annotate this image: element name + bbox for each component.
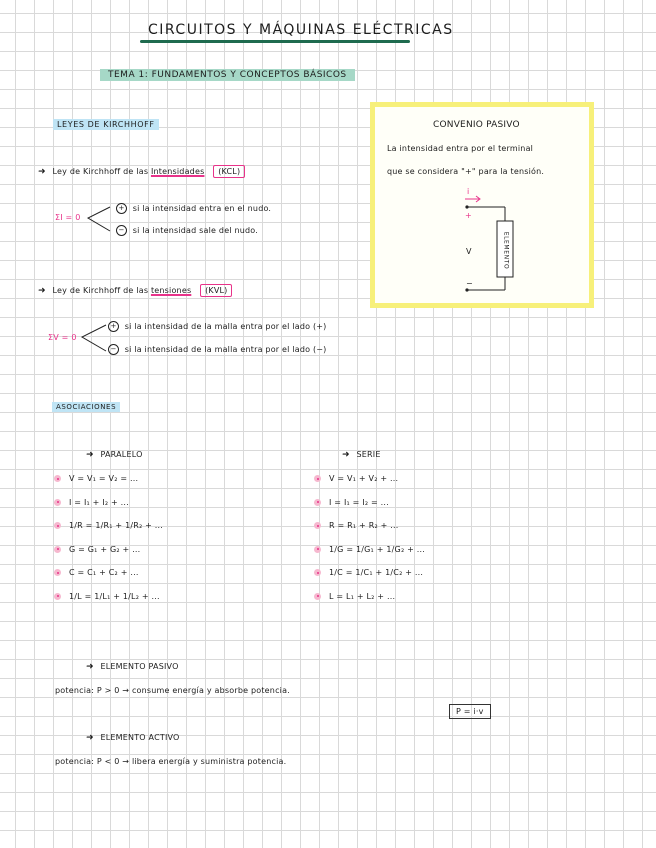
bullet-icon <box>54 522 61 529</box>
list-item-text: G = G₁ + G₂ + ... <box>69 544 141 554</box>
list-item <box>314 545 425 569</box>
plus-terminal-label: + <box>465 211 472 220</box>
kvl-law <box>38 286 232 296</box>
elemento-pasivo-text: potencia: P > 0 → consume energía y absorbe potencia. <box>55 686 290 695</box>
kcl-prefix: Ley de Kirchhoff de las <box>52 167 149 176</box>
kirchhoff-heading: LEYES DE KIRCHHOFF <box>53 119 159 130</box>
kvl-plus-line <box>108 321 327 332</box>
list-item-text: 1/G = 1/G₁ + 1/G₂ + ... <box>329 544 425 554</box>
convenio-line-2: que se considera "+" para la tensión. <box>387 167 545 176</box>
list-item <box>54 474 163 498</box>
minus-terminal-label: − <box>466 279 473 288</box>
elemento-activo-text: potencia: P < 0 → libera energía y suministra potencia. <box>55 757 287 766</box>
convenio-title: CONVENIO PASIVO <box>433 120 520 130</box>
kvl-formula: ΣV = 0 <box>48 333 77 342</box>
kcl-emph: Intensidades <box>150 167 205 176</box>
bullet-icon <box>314 499 321 506</box>
element-label: ELEMENTO <box>502 231 510 270</box>
kcl-plus-text: si la intensidad entra en el nudo. <box>132 204 272 213</box>
serie-title <box>342 450 381 460</box>
elemento-pasivo-title <box>86 662 179 672</box>
arrow-right-icon: ➜ <box>86 733 94 743</box>
elemento-activo-title <box>86 733 180 743</box>
kvl-brace <box>78 322 108 354</box>
list-item <box>54 498 163 522</box>
asociaciones-heading: ASOCIACIONES <box>52 402 120 412</box>
arrow-right-icon: ➜ <box>38 286 46 296</box>
serie-title-text: SERIE <box>356 450 381 459</box>
paralelo-title <box>86 450 143 460</box>
bullet-icon <box>54 475 61 482</box>
paralelo-title-text: PARALELO <box>100 450 143 459</box>
kcl-minus-text: si la intensidad sale del nudo. <box>132 226 259 235</box>
bullet-icon <box>314 593 321 600</box>
list-item-text: L = L₁ + L₂ + ... <box>329 591 396 601</box>
bullet-icon <box>54 569 61 576</box>
kvl-minus-text: si la intensidad de la malla entra por el lado (−) <box>124 345 327 354</box>
list-item-text: I = I₁ = I₂ = ... <box>329 497 389 507</box>
kvl-plus-text: si la intensidad de la malla entra por el lado (+) <box>124 322 327 331</box>
kcl-minus-line <box>116 225 258 236</box>
list-item <box>314 568 425 592</box>
kvl-tag: (KVL) <box>200 284 232 297</box>
list-item-text: C = C₁ + C₂ + ... <box>69 568 139 577</box>
list-item <box>54 592 163 616</box>
list-item <box>314 521 425 545</box>
title-underline <box>140 40 410 43</box>
list-item <box>54 568 163 592</box>
current-label: i <box>467 187 470 196</box>
page-subtitle: TEMA 1: FUNDAMENTOS Y CONCEPTOS BÁSICOS <box>100 69 355 81</box>
kcl-tag: (KCL) <box>213 165 245 178</box>
bullet-icon <box>54 546 61 553</box>
bullet-icon <box>314 546 321 553</box>
arrow-right-icon: ➜ <box>38 167 46 177</box>
list-item <box>314 498 425 522</box>
voltage-label: V <box>466 247 472 256</box>
bullet-icon <box>54 499 61 506</box>
list-item-text: 1/L = 1/L₁ + 1/L₂ + ... <box>69 591 160 601</box>
kvl-emph: tensiones <box>150 286 192 295</box>
plus-circle-icon: + <box>116 203 127 214</box>
list-item-text: 1/C = 1/C₁ + 1/C₂ + ... <box>329 568 424 577</box>
kcl-brace <box>84 204 114 234</box>
elemento-pasivo-title-text: ELEMENTO PASIVO <box>100 662 179 671</box>
list-item-text: V = V₁ + V₂ + ... <box>329 474 399 483</box>
list-item-text: I = I₁ + I₂ + ... <box>69 497 129 507</box>
plus-circle-icon: + <box>108 321 119 332</box>
arrow-right-icon: ➜ <box>342 450 350 460</box>
arrow-right-icon: ➜ <box>86 450 94 460</box>
list-item-text: 1/R = 1/R₁ + 1/R₂ + ... <box>69 521 164 530</box>
kcl-formula: ΣI = 0 <box>55 213 81 222</box>
minus-circle-icon: − <box>116 225 127 236</box>
bullet-icon <box>314 522 321 529</box>
list-item <box>54 545 163 569</box>
kvl-prefix: Ley de Kirchhoff de las <box>52 286 149 295</box>
elemento-activo-title-text: ELEMENTO ACTIVO <box>100 733 180 742</box>
list-item-text: R = R₁ + R₂ + ... <box>329 521 399 530</box>
list-item <box>54 521 163 545</box>
minus-circle-icon: − <box>108 344 119 355</box>
paralelo-list <box>54 474 163 615</box>
kcl-law <box>38 167 245 177</box>
list-item-text: V = V₁ = V₂ = ... <box>69 474 139 483</box>
bullet-icon <box>54 593 61 600</box>
page-title: CIRCUITOS Y MÁQUINAS ELÉCTRICAS <box>148 22 454 38</box>
kcl-plus-line <box>116 203 271 214</box>
list-item <box>314 592 425 616</box>
convenio-line-1: La intensidad entra por el terminal <box>387 144 534 153</box>
convenio-pasivo-box <box>370 102 594 308</box>
kvl-minus-line <box>108 344 327 355</box>
arrow-right-icon: ➜ <box>86 662 94 672</box>
bullet-icon <box>314 475 321 482</box>
power-formula-box: P = i·v <box>449 704 491 719</box>
list-item <box>314 474 425 498</box>
bullet-icon <box>314 569 321 576</box>
serie-list <box>314 474 425 615</box>
